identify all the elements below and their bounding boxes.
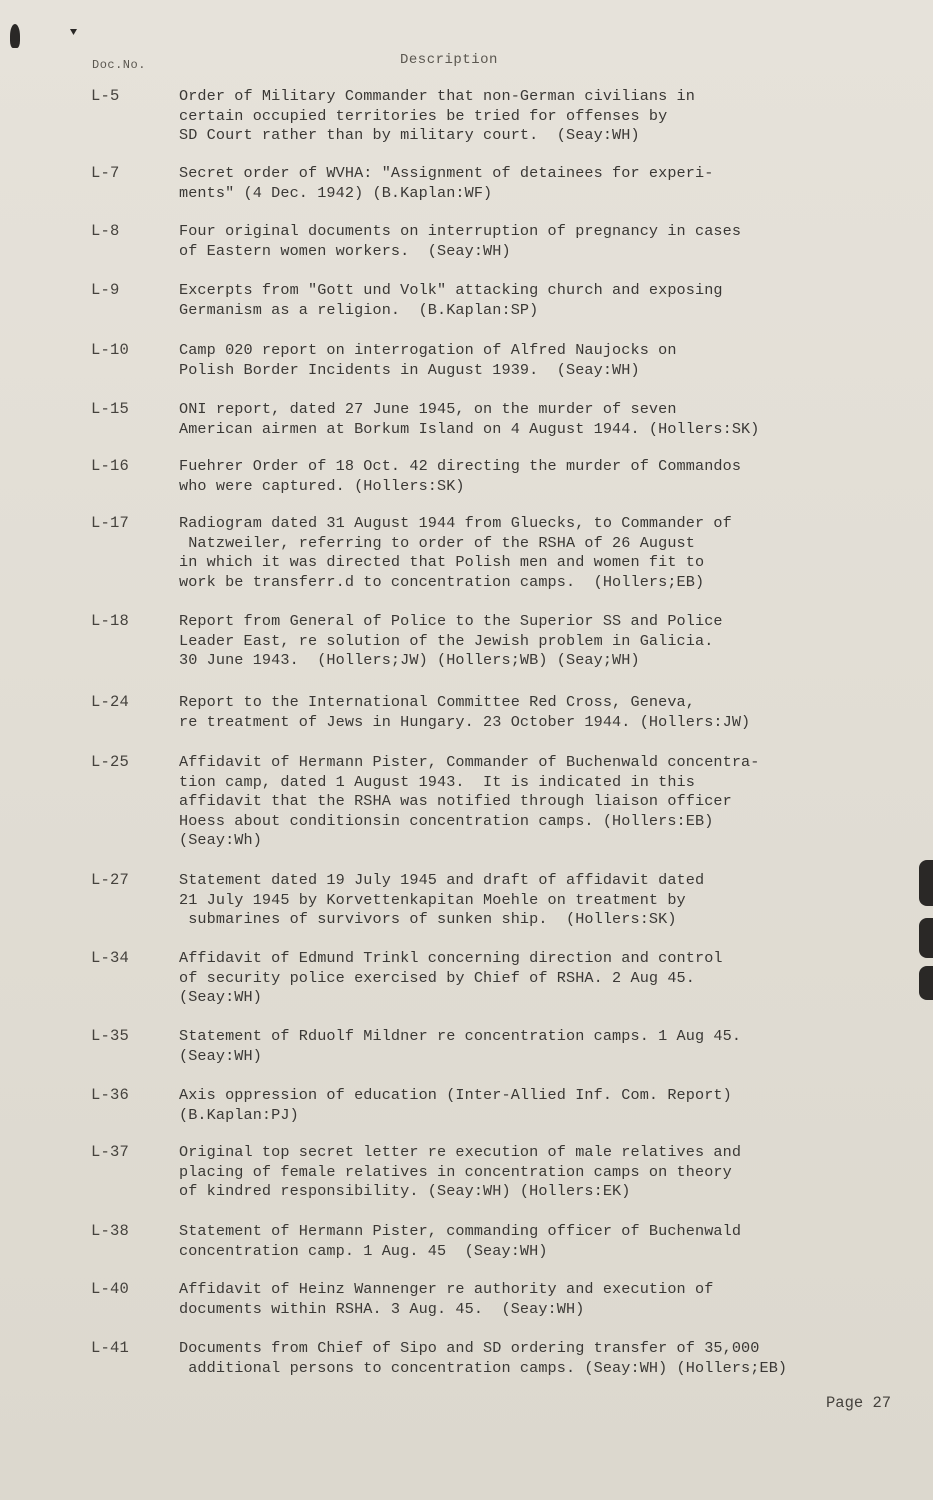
- doc-number: L-41: [91, 1339, 130, 1357]
- description-line: tion camp, dated 1 August 1943. It is indicated in this: [179, 772, 695, 791]
- description-line: of Eastern women workers. (Seay:WH): [179, 241, 511, 260]
- entry-description: [179, 514, 829, 592]
- description-line: Leader East, re solution of the Jewish problem in Galicia.: [179, 631, 714, 650]
- description-line: re treatment of Jews in Hungary. 23 October 1944. (Hollers:JW): [179, 712, 751, 731]
- doc-number: L-36: [91, 1086, 130, 1104]
- doc-number: L-5: [91, 87, 120, 105]
- binding-mark-right-2: [919, 918, 933, 958]
- doc-number: L-24: [91, 693, 130, 711]
- description-line: Four original documents on interruption of pregnancy in cases: [179, 222, 742, 240]
- description-line: work be transferr.d to concentration camps. (Hollers;EB): [179, 572, 705, 591]
- doc-number: L-16: [91, 457, 130, 475]
- doc-number: L-10: [91, 341, 130, 359]
- doc-number: L-25: [91, 753, 130, 771]
- description-line: documents within RSHA. 3 Aug. 45. (Seay:WH): [179, 1299, 585, 1318]
- description-line: 30 June 1943. (Hollers;JW) (Hollers;WB) (Seay;WH): [179, 651, 640, 670]
- entry-description: [179, 1280, 829, 1319]
- description-line: Germanism as a religion. (B.Kaplan:SP): [179, 300, 539, 319]
- doc-number: L-34: [91, 949, 130, 967]
- description-line: Fuehrer Order of 18 Oct. 42 directing the murder of Commandos: [179, 457, 742, 475]
- entry-description: [179, 457, 829, 496]
- description-line: American airmen at Borkum Island on 4 August 1944. (Hollers:SK): [179, 419, 760, 438]
- description-line: affidavit that the RSHA was notified through liaison officer: [179, 792, 732, 811]
- description-line: Affidavit of Hermann Pister, Commander of Buchenwald concentra-: [179, 753, 760, 771]
- description-line: Report from General of Police to the Superior SS and Police: [179, 612, 723, 630]
- description-line: placing of female relatives in concentration camps on theory: [179, 1162, 732, 1181]
- entry-description: [179, 871, 829, 930]
- description-line: Original top secret letter re execution of male relatives and: [179, 1143, 742, 1161]
- description-line: Radiogram dated 31 August 1944 from Gluecks, to Commander of: [179, 514, 732, 532]
- description-line: Polish Border Incidents in August 1939. (Seay:WH): [179, 360, 640, 379]
- description-line: Axis oppression of education (Inter-Allied Inf. Com. Report): [179, 1086, 732, 1104]
- description-line: Excerpts from "Gott und Volk" attacking church and exposing: [179, 281, 723, 299]
- description-line: Affidavit of Heinz Wannenger re authority and execution of: [179, 1280, 714, 1298]
- entry-description: [179, 1339, 829, 1378]
- description-line: 21 July 1945 by Korvettenkapitan Moehle on treatment by: [179, 890, 686, 909]
- description-line: Report to the International Committee Red Cross, Geneva,: [179, 693, 695, 711]
- description-line: Documents from Chief of Sipo and SD ordering transfer of 35,000: [179, 1339, 760, 1357]
- description-line: submarines of survivors of sunken ship. (Hollers:SK): [179, 910, 677, 929]
- description-line: ments" (4 Dec. 1942) (B.Kaplan:WF): [179, 183, 493, 202]
- entry-description: [179, 1086, 829, 1125]
- doc-number: L-17: [91, 514, 130, 532]
- entry-description: [179, 693, 829, 732]
- doc-number: L-40: [91, 1280, 130, 1298]
- entry-description: [179, 281, 829, 320]
- description-line: SD Court rather than by military court. (Seay:WH): [179, 126, 640, 145]
- doc-number: L-9: [91, 281, 120, 299]
- description-column-header: Description: [400, 52, 498, 68]
- binding-mark-left: [10, 24, 20, 48]
- description-line: Statement of Rduolf Mildner re concentration camps. 1 Aug 45.: [179, 1027, 742, 1045]
- entry-description: [179, 1027, 829, 1066]
- doc-number: L-18: [91, 612, 130, 630]
- doc-number: L-37: [91, 1143, 130, 1161]
- description-line: Camp 020 report on interrogation of Alfred Naujocks on: [179, 341, 677, 359]
- doc-number: L-35: [91, 1027, 130, 1045]
- description-line: Secret order of WVHA: "Assignment of detainees for experi-: [179, 164, 714, 182]
- doc-number: L-7: [91, 164, 120, 182]
- doc-number: L-38: [91, 1222, 130, 1240]
- description-line: additional persons to concentration camps. (Seay:WH) (Hollers;EB): [179, 1358, 788, 1377]
- description-line: Affidavit of Edmund Trinkl concerning direction and control: [179, 949, 723, 967]
- binding-mark-right-3: [919, 966, 933, 1000]
- description-line: certain occupied territories be tried for offenses by: [179, 106, 668, 125]
- entry-description: [179, 612, 829, 671]
- description-line: (Seay:Wh): [179, 831, 262, 850]
- column-header-row: [0, 52, 933, 72]
- binding-mark-right-1: [919, 860, 933, 906]
- description-line: (B.Kaplan:PJ): [179, 1105, 299, 1124]
- description-line: ONI report, dated 27 June 1945, on the murder of seven: [179, 400, 677, 418]
- doc-number: L-8: [91, 222, 120, 240]
- entry-description: [179, 753, 829, 851]
- description-line: concentration camp. 1 Aug. 45 (Seay:WH): [179, 1241, 548, 1260]
- description-line: Hoess about conditionsin concentration camps. (Hollers:EB): [179, 811, 714, 830]
- entry-description: [179, 87, 829, 146]
- description-line: Statement dated 19 July 1945 and draft of affidavit dated: [179, 871, 705, 889]
- description-line: (Seay:WH): [179, 1046, 262, 1065]
- description-line: who were captured. (Hollers:SK): [179, 476, 465, 495]
- doc-number: L-27: [91, 871, 130, 889]
- description-line: (Seay:WH): [179, 988, 262, 1007]
- entry-description: [179, 1143, 829, 1202]
- entry-description: [179, 222, 829, 261]
- page-number: Page 27: [826, 1394, 892, 1412]
- entry-description: [179, 341, 829, 380]
- description-line: Order of Military Commander that non-German civilians in: [179, 87, 695, 105]
- description-line: of security police exercised by Chief of RSHA. 2 Aug 45.: [179, 968, 695, 987]
- doc-number: L-15: [91, 400, 130, 418]
- entry-description: [179, 1222, 829, 1261]
- entry-description: [179, 400, 829, 439]
- description-line: in which it was directed that Polish men and women fit to: [179, 553, 705, 572]
- description-line: of kindred responsibility. (Seay:WH) (Hollers:EK): [179, 1182, 631, 1201]
- doc-no-column-header: Doc.No.: [92, 58, 146, 72]
- description-line: Statement of Hermann Pister, commanding officer of Buchenwald: [179, 1222, 742, 1240]
- entry-description: [179, 164, 829, 203]
- entry-description: [179, 949, 829, 1008]
- description-line: Natzweiler, referring to order of the RSHA of 26 August: [179, 533, 695, 552]
